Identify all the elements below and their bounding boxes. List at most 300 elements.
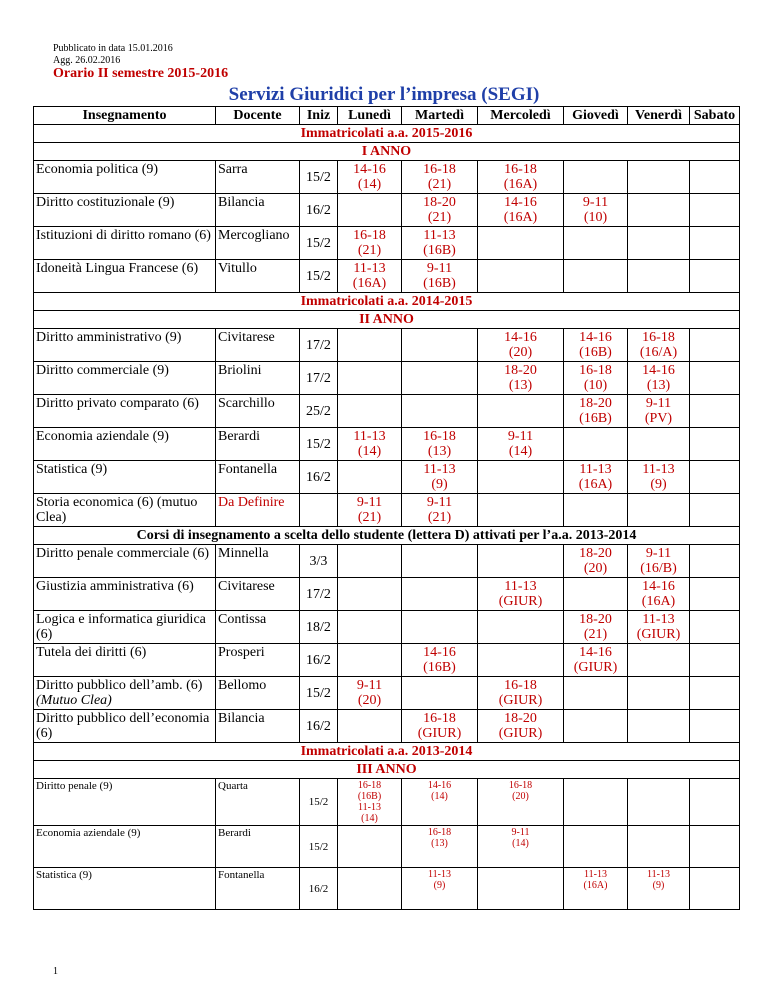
- cell-line: 14-16: [642, 363, 675, 378]
- teacher: [216, 644, 300, 677]
- cell-line: Diritto commerciale (9): [36, 363, 169, 378]
- course-row: [34, 362, 740, 395]
- cell-line: Diritto privato comparato (6): [36, 396, 199, 411]
- col-header: Venerdì: [628, 107, 690, 125]
- tuesday: [402, 644, 478, 677]
- cell-line: Diritto penale commerciale (6): [36, 546, 209, 561]
- cell-line: Fontanella: [218, 462, 278, 477]
- saturday: [690, 227, 740, 260]
- course-row: [34, 611, 740, 644]
- friday: [628, 611, 690, 644]
- teacher: [216, 362, 300, 395]
- cell-line: (13): [427, 444, 452, 459]
- friday: [628, 260, 690, 293]
- cell-line: 18-20: [579, 612, 612, 627]
- cell-line: 15/2: [306, 268, 331, 284]
- saturday: [690, 329, 740, 362]
- cell-line: (9): [433, 880, 446, 891]
- cell-line: Diritto penale (9): [36, 780, 113, 792]
- course-row: [34, 779, 740, 826]
- col-header: Giovedì: [564, 107, 628, 125]
- cell-line: (20): [508, 345, 533, 360]
- cell-line: 11-13: [504, 579, 537, 594]
- cell-line: Economia politica (9): [36, 162, 159, 177]
- thursday: [564, 868, 628, 910]
- course-name: [34, 644, 216, 677]
- course-row: [34, 826, 740, 868]
- monday: [338, 362, 402, 395]
- cell-line: 9-11: [356, 495, 383, 510]
- cell-line: Diritto pubblico dell’economia (6): [36, 711, 210, 741]
- wednesday: [478, 578, 564, 611]
- cell-line: Berardi: [218, 827, 251, 839]
- cell-line: 9-11: [645, 396, 672, 411]
- cell-line: 11-13: [647, 869, 670, 880]
- tuesday: [402, 826, 478, 868]
- start-date: [300, 362, 338, 395]
- cell-line: Idoneità Lingua Francese (6): [36, 261, 199, 276]
- header-row: [34, 107, 740, 125]
- cell-line: 18/2: [306, 619, 331, 635]
- cell-line: (21): [583, 627, 608, 642]
- monday: [338, 260, 402, 293]
- wednesday: [478, 644, 564, 677]
- teacher: [216, 611, 300, 644]
- thursday: [564, 644, 628, 677]
- cell-line: Sarra: [218, 162, 248, 177]
- course-name: [34, 578, 216, 611]
- saturday: [690, 545, 740, 578]
- friday: [628, 461, 690, 494]
- friday: [628, 494, 690, 527]
- monday: [338, 461, 402, 494]
- cell-line: 9-11: [356, 678, 383, 693]
- course-row: [34, 428, 740, 461]
- wednesday: [478, 194, 564, 227]
- cell-line: (21): [357, 243, 382, 258]
- cell-line: (21): [427, 210, 452, 225]
- cell-line: (PV): [644, 411, 673, 426]
- friday: [628, 395, 690, 428]
- cell-line: 14-16: [353, 162, 386, 177]
- course-row: [34, 644, 740, 677]
- cell-line: 9-11: [507, 429, 534, 444]
- cohort-heading: Immatricolati a.a. 2013-2014: [34, 743, 740, 761]
- course-row: [34, 260, 740, 293]
- tuesday: [402, 227, 478, 260]
- start-date: [300, 868, 338, 910]
- monday: [338, 161, 402, 194]
- course-name: [34, 260, 216, 293]
- course-name: [34, 545, 216, 578]
- friday: [628, 578, 690, 611]
- cell-line: (16A): [583, 880, 608, 891]
- course-name: [34, 227, 216, 260]
- cell-line: Minnella: [218, 546, 269, 561]
- year-heading: III ANNO: [34, 761, 740, 779]
- tuesday: [402, 260, 478, 293]
- cell-line: (21): [357, 510, 382, 525]
- monday: [338, 194, 402, 227]
- friday: [628, 428, 690, 461]
- col-header: Iniz: [300, 107, 338, 125]
- tuesday: [402, 611, 478, 644]
- wednesday: [478, 329, 564, 362]
- saturday: [690, 260, 740, 293]
- cell-line: Statistica (9): [36, 462, 108, 477]
- cell-line: (21): [427, 177, 452, 192]
- course-row: [34, 578, 740, 611]
- cell-line: (16B): [423, 243, 456, 258]
- monday: [338, 578, 402, 611]
- cell-line: 9-11: [426, 261, 453, 276]
- friday: [628, 644, 690, 677]
- teacher: [216, 779, 300, 826]
- teacher: [216, 194, 300, 227]
- wednesday: [478, 362, 564, 395]
- course-name: [34, 461, 216, 494]
- thursday: [564, 227, 628, 260]
- cell-line: Diritto pubblico dell’amb. (6): [36, 678, 203, 693]
- cell-line: Quarta: [218, 780, 248, 792]
- cell-line: (13): [431, 838, 448, 849]
- cell-line: 16-18: [423, 429, 456, 444]
- cell-line: 16-18: [423, 711, 456, 726]
- thursday: [564, 494, 628, 527]
- cell-line: (16B): [357, 791, 382, 802]
- cell-line: 18-20: [504, 363, 537, 378]
- teacher: [216, 227, 300, 260]
- cell-line: 14-16: [642, 579, 675, 594]
- friday: [628, 545, 690, 578]
- teacher: [216, 578, 300, 611]
- course-name: [34, 868, 216, 910]
- cell-line: 9-11: [426, 495, 453, 510]
- thursday: [564, 260, 628, 293]
- teacher: [216, 677, 300, 710]
- teacher: [216, 461, 300, 494]
- cell-line: 11-13: [353, 429, 386, 444]
- cell-line: 14-16: [504, 195, 537, 210]
- cell-line: Diritto amministrativo (9): [36, 330, 182, 345]
- tuesday: [402, 428, 478, 461]
- thursday: [564, 578, 628, 611]
- cell-line: 17/2: [306, 370, 331, 386]
- cell-line: 16/2: [306, 202, 331, 218]
- cohort-heading: Immatricolati a.a. 2015-2016: [34, 125, 740, 143]
- thursday: [564, 677, 628, 710]
- tuesday: [402, 194, 478, 227]
- cell-line: 3/3: [309, 553, 328, 569]
- wednesday: [478, 161, 564, 194]
- cell-line: (14): [512, 838, 529, 849]
- cell-line: (14): [357, 444, 382, 459]
- cell-line: 11-13: [423, 462, 456, 477]
- cell-line: (14): [508, 444, 533, 459]
- cell-line: 16-18: [353, 228, 386, 243]
- cell-line: (16B): [579, 411, 612, 426]
- cell-line: 11-13: [579, 462, 612, 477]
- course-row: [34, 329, 740, 362]
- course-row: [34, 161, 740, 194]
- cell-line: (16A): [503, 210, 538, 225]
- cell-line: Diritto costituzionale (9): [36, 195, 175, 210]
- cell-line: 15/2: [306, 685, 331, 701]
- cell-line: (20): [583, 561, 608, 576]
- wednesday: [478, 779, 564, 826]
- cell-line: 16/2: [306, 718, 331, 734]
- monday: [338, 329, 402, 362]
- start-date: [300, 260, 338, 293]
- cell-line: Tutela dei diritti (6): [36, 645, 147, 660]
- tuesday: [402, 578, 478, 611]
- monday: [338, 868, 402, 910]
- cell-line: Storia economica (6) (mutuo Clea): [36, 495, 198, 525]
- thursday: [564, 710, 628, 743]
- cell-line: 16-18: [427, 827, 452, 838]
- saturday: [690, 194, 740, 227]
- monday: [338, 428, 402, 461]
- page-title: Servizi Giuridici per l’impresa (SEGI): [228, 84, 540, 105]
- course-name: [34, 710, 216, 743]
- teacher: [216, 329, 300, 362]
- teacher: [216, 710, 300, 743]
- cell-line: 9-11: [511, 827, 530, 838]
- tuesday: [402, 362, 478, 395]
- cell-line: (10): [583, 378, 608, 393]
- friday: [628, 826, 690, 868]
- start-date: [300, 395, 338, 428]
- start-date: [300, 611, 338, 644]
- cell-line: (GIUR): [573, 660, 618, 675]
- thursday: [564, 461, 628, 494]
- cell-line: (13): [508, 378, 533, 393]
- elective-heading: Corsi di insegnamento a scelta dello studente (lettera D) attivati per l’a.a. 2013-2014: [34, 527, 740, 545]
- monday: [338, 644, 402, 677]
- cell-line: 11-13: [353, 261, 386, 276]
- cell-line: 17/2: [306, 586, 331, 602]
- cell-line: Contissa: [218, 612, 267, 627]
- teacher: [216, 826, 300, 868]
- cell-line: 14-16: [504, 330, 537, 345]
- friday: [628, 329, 690, 362]
- cell-line: Civitarese: [218, 330, 275, 345]
- start-date: [300, 779, 338, 826]
- cell-line: (GIUR): [498, 693, 543, 708]
- friday: [628, 161, 690, 194]
- cell-line: 11-13: [642, 612, 675, 627]
- thursday: [564, 161, 628, 194]
- cell-line: (14): [431, 791, 448, 802]
- saturday: [690, 710, 740, 743]
- start-date: [300, 461, 338, 494]
- cell-line: Istituzioni di diritto romano (6): [36, 228, 211, 243]
- cell-line: (9): [431, 477, 448, 492]
- cell-line: 16-18: [508, 780, 533, 791]
- cell-line: Scarchillo: [218, 396, 275, 411]
- saturday: [690, 868, 740, 910]
- cell-line: 11-13: [584, 869, 607, 880]
- monday: [338, 611, 402, 644]
- monday: [338, 545, 402, 578]
- course-row: [34, 194, 740, 227]
- col-header: Insegnamento: [34, 107, 216, 125]
- monday: [338, 779, 402, 826]
- course-name: [34, 826, 216, 868]
- wednesday: [478, 545, 564, 578]
- friday: [628, 868, 690, 910]
- cell-line: 16/2: [306, 652, 331, 668]
- saturday: [690, 428, 740, 461]
- friday: [628, 779, 690, 826]
- wednesday: [478, 611, 564, 644]
- tuesday: [402, 868, 478, 910]
- start-date: [300, 194, 338, 227]
- thursday: [564, 362, 628, 395]
- cell-line: Giustizia amministrativa (6): [36, 579, 194, 594]
- teacher: [216, 494, 300, 527]
- cell-line: 18-20: [579, 546, 612, 561]
- start-date: [300, 494, 338, 527]
- saturday: [690, 677, 740, 710]
- saturday: [690, 779, 740, 826]
- cell-line: Bilancia: [218, 195, 265, 210]
- col-header: Docente: [216, 107, 300, 125]
- saturday: [690, 362, 740, 395]
- cell-line: Vitullo: [218, 261, 257, 276]
- start-date: [300, 677, 338, 710]
- saturday: [690, 578, 740, 611]
- cell-line: (10): [583, 210, 608, 225]
- col-header: Lunedì: [338, 107, 402, 125]
- tuesday: [402, 395, 478, 428]
- cell-line: 14-16: [579, 645, 612, 660]
- cell-line: Bellomo: [218, 678, 267, 693]
- wednesday: [478, 395, 564, 428]
- cell-line: Statistica (9): [36, 869, 92, 881]
- saturday: [690, 395, 740, 428]
- course-row: [34, 545, 740, 578]
- course-name: [34, 362, 216, 395]
- start-date: [300, 710, 338, 743]
- saturday: [690, 644, 740, 677]
- cell-line: 16-18: [579, 363, 612, 378]
- updated-date: Agg. 26.02.2016: [53, 55, 121, 66]
- tuesday: [402, 710, 478, 743]
- start-date: [300, 644, 338, 677]
- cell-line: 16-18: [504, 162, 537, 177]
- wednesday: [478, 826, 564, 868]
- wednesday: [478, 868, 564, 910]
- course-name: [34, 194, 216, 227]
- cell-line: 16-18: [504, 678, 537, 693]
- monday: [338, 494, 402, 527]
- wednesday: [478, 260, 564, 293]
- cell-line: 16-18: [642, 330, 675, 345]
- cell-line: 15/2: [306, 436, 331, 452]
- cohort-heading: Immatricolati a.a. 2014-2015: [34, 293, 740, 311]
- thursday: [564, 545, 628, 578]
- saturday: [690, 161, 740, 194]
- course-name: [34, 428, 216, 461]
- cell-line: 16/2: [308, 882, 329, 895]
- cell-line: Fontanella: [218, 869, 265, 881]
- thursday: [564, 428, 628, 461]
- course-name: [34, 395, 216, 428]
- timetable: [33, 106, 740, 910]
- cell-line: 15/2: [308, 840, 329, 853]
- cell-line: (GIUR): [636, 627, 681, 642]
- teacher: [216, 161, 300, 194]
- cell-line: (GIUR): [498, 594, 543, 609]
- cell-line: 9-11: [645, 546, 672, 561]
- cell-line: Prosperi: [218, 645, 265, 660]
- monday: [338, 677, 402, 710]
- teacher: [216, 545, 300, 578]
- friday: [628, 194, 690, 227]
- start-date: [300, 545, 338, 578]
- col-header: Sabato: [690, 107, 740, 125]
- cell-line: (20): [512, 791, 529, 802]
- cell-line: Mercogliano: [218, 228, 290, 243]
- saturday: [690, 494, 740, 527]
- cell-line: Briolini: [218, 363, 262, 378]
- monday: [338, 710, 402, 743]
- wednesday: [478, 428, 564, 461]
- year-heading: I ANNO: [34, 143, 740, 161]
- saturday: [690, 461, 740, 494]
- start-date: [300, 161, 338, 194]
- wednesday: [478, 710, 564, 743]
- cell-line: 25/2: [306, 403, 331, 419]
- course-row: [34, 227, 740, 260]
- cell-line: 9-11: [582, 195, 609, 210]
- cell-line: 17/2: [306, 337, 331, 353]
- cell-line: 11-13: [642, 462, 675, 477]
- cell-line: (9): [652, 880, 665, 891]
- thursday: [564, 611, 628, 644]
- cell-line: (16B): [579, 345, 612, 360]
- start-date: [300, 428, 338, 461]
- cell-line: 14-16: [423, 645, 456, 660]
- cell-line: Civitarese: [218, 579, 275, 594]
- cell-line: 18-20: [423, 195, 456, 210]
- cell-line: (16B): [423, 276, 456, 291]
- teacher: [216, 395, 300, 428]
- course-name: [34, 494, 216, 527]
- cell-line: (21): [427, 510, 452, 525]
- cell-line: 11-13: [358, 802, 381, 813]
- start-date: [300, 227, 338, 260]
- semester-title: Orario II semestre 2015-2016: [53, 66, 229, 81]
- start-date: [300, 578, 338, 611]
- tuesday: [402, 677, 478, 710]
- cell-line: 11-13: [428, 869, 451, 880]
- course-note: (Mutuo Clea): [36, 693, 112, 708]
- start-date: [300, 826, 338, 868]
- tuesday: [402, 494, 478, 527]
- thursday: [564, 826, 628, 868]
- tuesday: [402, 545, 478, 578]
- saturday: [690, 826, 740, 868]
- cell-line: 11-13: [423, 228, 456, 243]
- tuesday: [402, 329, 478, 362]
- monday: [338, 395, 402, 428]
- cell-line: (16/A): [639, 345, 678, 360]
- cell-line: 18-20: [504, 711, 537, 726]
- course-name: [34, 161, 216, 194]
- wednesday: [478, 677, 564, 710]
